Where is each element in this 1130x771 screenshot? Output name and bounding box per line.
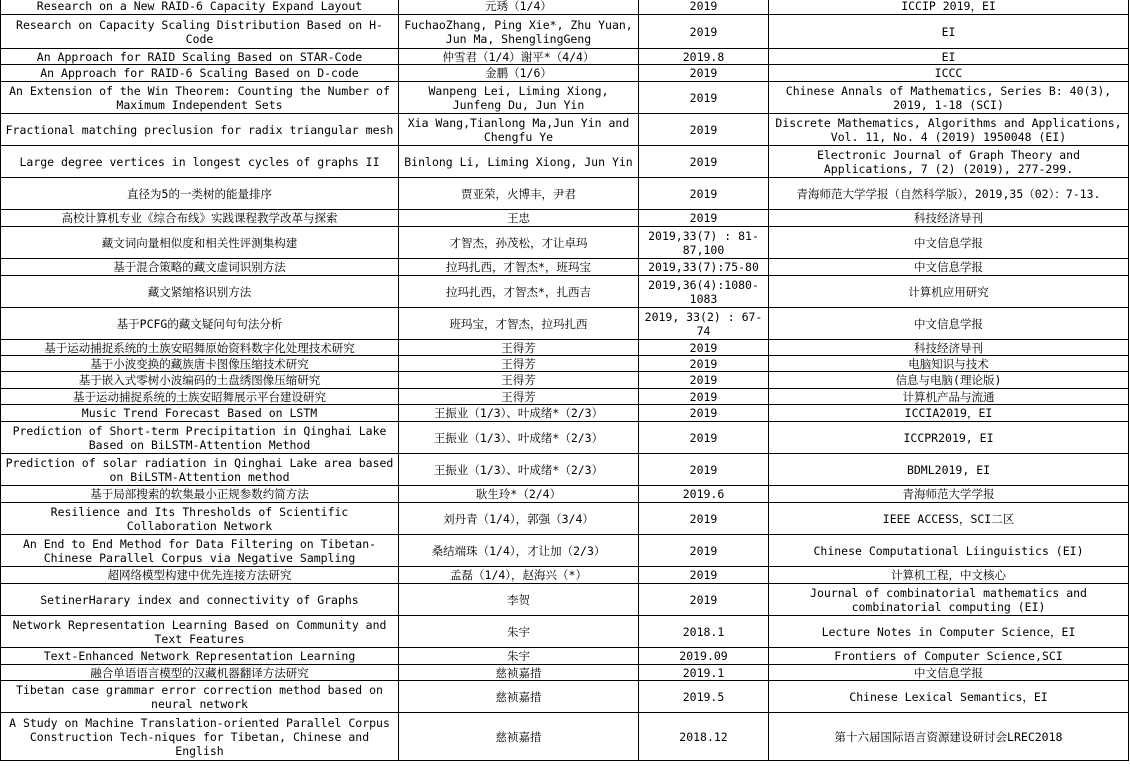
cell-venue: ICCPR2019, EI [769, 422, 1129, 454]
cell-venue: Chinese Annals of Mathematics, Series B: 40(3), 2019, 1-18 (SCI) [769, 82, 1129, 114]
cell-venue: EI [769, 15, 1129, 49]
cell-title: An Approach for RAID Scaling Based on STAR-Code [1, 49, 399, 65]
cell-authors: 拉玛扎西，才智杰*，班玛宝 [399, 259, 639, 276]
cell-title: Research on a New RAID-6 Capacity Expand Layout [1, 0, 399, 15]
cell-year: 2019 [639, 114, 769, 146]
cell-venue: IEEE ACCESS，SCI二区 [769, 503, 1129, 535]
table-row [1, 713, 1129, 761]
cell-title: SetinerHarary index and connectivity of Graphs [1, 584, 399, 616]
table-row [1, 405, 1129, 422]
cell-venue: Lecture Notes in Computer Science，EI [769, 616, 1129, 648]
table-row [1, 210, 1129, 227]
cell-venue: EI [769, 49, 1129, 65]
cell-venue: Chinese Computational Liinguistics (EI) [769, 535, 1129, 567]
cell-venue: 中文信息学报 [769, 259, 1129, 276]
cell-authors: 班玛宝，才智杰，拉玛扎西 [399, 308, 639, 340]
cell-venue: 电脑知识与技术 [769, 356, 1129, 372]
table-row [1, 584, 1129, 616]
table-row [1, 308, 1129, 340]
cell-venue: 青海师范大学学报 [769, 486, 1129, 503]
table-row [1, 82, 1129, 114]
cell-venue: 科技经济导刊 [769, 210, 1129, 227]
cell-title: Large degree vertices in longest cycles of graphs II [1, 146, 399, 178]
table-row [1, 178, 1129, 210]
cell-authors: 元琇（1/4） [399, 0, 639, 15]
cell-venue: 中文信息学报 [769, 665, 1129, 681]
cell-title: 基于运动捕捉系统的土族安昭舞原始资料数字化处理技术研究 [1, 340, 399, 356]
cell-title: A Study on Machine Translation-oriented Parallel Corpus Construction Tech-niques for Tibetan, Chinese and English [1, 713, 399, 761]
cell-authors: 王得芳 [399, 340, 639, 356]
cell-title: Fractional matching preclusion for radix triangular mesh [1, 114, 399, 146]
cell-venue: 中文信息学报 [769, 308, 1129, 340]
table-row [1, 454, 1129, 486]
table-row [1, 146, 1129, 178]
table-row [1, 114, 1129, 146]
cell-title: Music Trend Forecast Based on LSTM [1, 405, 399, 422]
table-row [1, 389, 1129, 405]
cell-year: 2019 [639, 389, 769, 405]
cell-authors: 王振业（1/3）、叶成绪*（2/3） [399, 405, 639, 422]
cell-title: An Approach for RAID-6 Scaling Based on D-code [1, 65, 399, 82]
cell-authors: 王得芳 [399, 356, 639, 372]
cell-year: 2019 [639, 422, 769, 454]
cell-venue: 科技经济导刊 [769, 340, 1129, 356]
cell-year: 2019 [639, 372, 769, 389]
table-row [1, 616, 1129, 648]
cell-year: 2019 [639, 454, 769, 486]
table-row [1, 567, 1129, 584]
cell-title: An Extension of the Win Theorem: Counting the Number of Maximum Independent Sets [1, 82, 399, 114]
cell-venue: Electronic Journal of Graph Theory and Applications, 7 (2) (2019), 277-299. [769, 146, 1129, 178]
table-row [1, 665, 1129, 681]
cell-authors: 慈祯嘉措 [399, 681, 639, 713]
cell-year: 2018.12 [639, 713, 769, 761]
cell-title: Prediction of solar radiation in Qinghai Lake area based on BiLSTM-Attention method [1, 454, 399, 486]
cell-title: 超网络模型构建中优先连接方法研究 [1, 567, 399, 584]
cell-year: 2019 [639, 178, 769, 210]
table-row [1, 259, 1129, 276]
cell-authors: 桑结端珠（1/4），才让加（2/3） [399, 535, 639, 567]
cell-authors: 王得芳 [399, 389, 639, 405]
cell-authors: 贾亚荣，火博丰，尹君 [399, 178, 639, 210]
cell-venue: 青海师范大学学报（自然科学版），2019,35（02）：7-13. [769, 178, 1129, 210]
cell-year: 2019.6 [639, 486, 769, 503]
cell-authors: 慈祯嘉措 [399, 713, 639, 761]
cell-venue: Frontiers of Computer Science,SCI [769, 648, 1129, 665]
cell-authors: 金鹏（1/6） [399, 65, 639, 82]
cell-year: 2019 [639, 15, 769, 49]
cell-authors: Wanpeng Lei, Liming Xiong, Junfeng Du, Jun Yin [399, 82, 639, 114]
cell-title: 基于PCFG的藏文疑问句句法分析 [1, 308, 399, 340]
cell-title: Prediction of Short-term Precipitation in Qinghai Lake Based on BiLSTM-Attention Method [1, 422, 399, 454]
cell-venue: 计算机应用研究 [769, 276, 1129, 308]
cell-title: 高校计算机专业《综合布线》实践课程教学改革与探索 [1, 210, 399, 227]
cell-authors: Binlong Li, Liming Xiong, Jun Yin [399, 146, 639, 178]
table-row [1, 49, 1129, 65]
table-row [1, 486, 1129, 503]
cell-venue: 计算机工程，中文核心 [769, 567, 1129, 584]
cell-year: 2019,36(4):1080-1083 [639, 276, 769, 308]
cell-title: 直径为5的一类树的能量排序 [1, 178, 399, 210]
cell-year: 2019 [639, 356, 769, 372]
table-row [1, 65, 1129, 82]
cell-year: 2019 [639, 0, 769, 15]
cell-authors: 拉玛扎西，才智杰*，扎西吉 [399, 276, 639, 308]
cell-venue: Journal of combinatorial mathematics and combinatorial computing (EI) [769, 584, 1129, 616]
cell-venue: ICCIP 2019，EI [769, 0, 1129, 15]
cell-venue: BDML2019, EI [769, 454, 1129, 486]
cell-title: 基于运动捕捉系统的土族安昭舞展示平台建设研究 [1, 389, 399, 405]
table-row [1, 422, 1129, 454]
cell-title: 基于混合策略的藏文虚词识别方法 [1, 259, 399, 276]
cell-title: Research on Capacity Scaling Distribution Based on H-Code [1, 15, 399, 49]
cell-authors: 仲雪君（1/4）谢平*（4/4） [399, 49, 639, 65]
cell-venue: Chinese Lexical Semantics，EI [769, 681, 1129, 713]
cell-year: 2019 [639, 535, 769, 567]
cell-venue: 计算机产品与流通 [769, 389, 1129, 405]
cell-authors: 朱宇 [399, 616, 639, 648]
cell-year: 2019 [639, 82, 769, 114]
cell-year: 2019.09 [639, 648, 769, 665]
cell-title: 融合单语语言模型的汉藏机器翻译方法研究 [1, 665, 399, 681]
cell-authors: 朱宇 [399, 648, 639, 665]
table-row [1, 372, 1129, 389]
cell-year: 2019,33(7) : 81-87,100 [639, 227, 769, 259]
cell-authors: 孟磊（1/4），赵海兴（*） [399, 567, 639, 584]
cell-venue: 第十六届国际语言资源建设研讨会LREC2018 [769, 713, 1129, 761]
cell-year: 2019 [639, 503, 769, 535]
cell-venue: ICCIA2019，EI [769, 405, 1129, 422]
cell-venue: 中文信息学报 [769, 227, 1129, 259]
cell-year: 2019.8 [639, 49, 769, 65]
cell-venue: 信息与电脑(理论版) [769, 372, 1129, 389]
cell-year: 2019,33(7):75-80 [639, 259, 769, 276]
table-row [1, 535, 1129, 567]
cell-year: 2019, 33(2) : 67-74 [639, 308, 769, 340]
cell-authors: 王得芳 [399, 372, 639, 389]
cell-authors: 王振业（1/3）、叶成绪*（2/3） [399, 454, 639, 486]
cell-authors: 耿生玲*（2/4） [399, 486, 639, 503]
table-row [1, 227, 1129, 259]
cell-authors: 王忠 [399, 210, 639, 227]
table-row [1, 340, 1129, 356]
cell-title: 基于嵌入式零树小波编码的土盘绣图像压缩研究 [1, 372, 399, 389]
cell-authors: 王振业（1/3）、叶成绪*（2/3） [399, 422, 639, 454]
cell-year: 2019.1 [639, 665, 769, 681]
cell-venue: Discrete Mathematics, Algorithms and Applications, Vol. 11, No. 4 (2019) 1950048 (EI) [769, 114, 1129, 146]
cell-year: 2019 [639, 210, 769, 227]
cell-title: Text-Enhanced Network Representation Learning [1, 648, 399, 665]
table-row [1, 356, 1129, 372]
cell-year: 2018.1 [639, 616, 769, 648]
cell-year: 2019 [639, 65, 769, 82]
cell-year: 2019 [639, 567, 769, 584]
cell-title: An End to End Method for Data Filtering on Tibetan-Chinese Parallel Corpus via Negative Sampling [1, 535, 399, 567]
cell-authors: 刘丹青（1/4），郭强（3/4） [399, 503, 639, 535]
table-row [1, 503, 1129, 535]
table-row [1, 681, 1129, 713]
cell-authors: 慈祯嘉措 [399, 665, 639, 681]
table-row [1, 276, 1129, 308]
cell-year: 2019 [639, 584, 769, 616]
cell-title: Tibetan case grammar error correction method based on neural network [1, 681, 399, 713]
cell-venue: ICCC [769, 65, 1129, 82]
cell-authors: 才智杰，孙茂松，才让卓玛 [399, 227, 639, 259]
cell-year: 2019.5 [639, 681, 769, 713]
table-row [1, 0, 1129, 15]
cell-title: 基于局部搜索的软集最小正规参数约简方法 [1, 486, 399, 503]
cell-title: Resilience and Its Thresholds of Scientific Collaboration Network [1, 503, 399, 535]
table-row [1, 648, 1129, 665]
cell-authors: Xia Wang,Tianlong Ma,Jun Yin and Chengfu Ye [399, 114, 639, 146]
cell-title: 藏文词向量相似度和相关性评测集构建 [1, 227, 399, 259]
table-row [1, 15, 1129, 49]
cell-title: 藏文紧缩格识别方法 [1, 276, 399, 308]
cell-title: Network Representation Learning Based on Community and Text Features [1, 616, 399, 648]
cell-title: 基于小波变换的藏族唐卡图像压缩技术研究 [1, 356, 399, 372]
cell-year: 2019 [639, 405, 769, 422]
cell-year: 2019 [639, 146, 769, 178]
cell-authors: FuchaoZhang, Ping Xie*, Zhu Yuan, Jun Ma, ShenglingGeng [399, 15, 639, 49]
cell-year: 2019 [639, 340, 769, 356]
cell-authors: 李贺 [399, 584, 639, 616]
publications-table-body [1, 0, 1129, 761]
